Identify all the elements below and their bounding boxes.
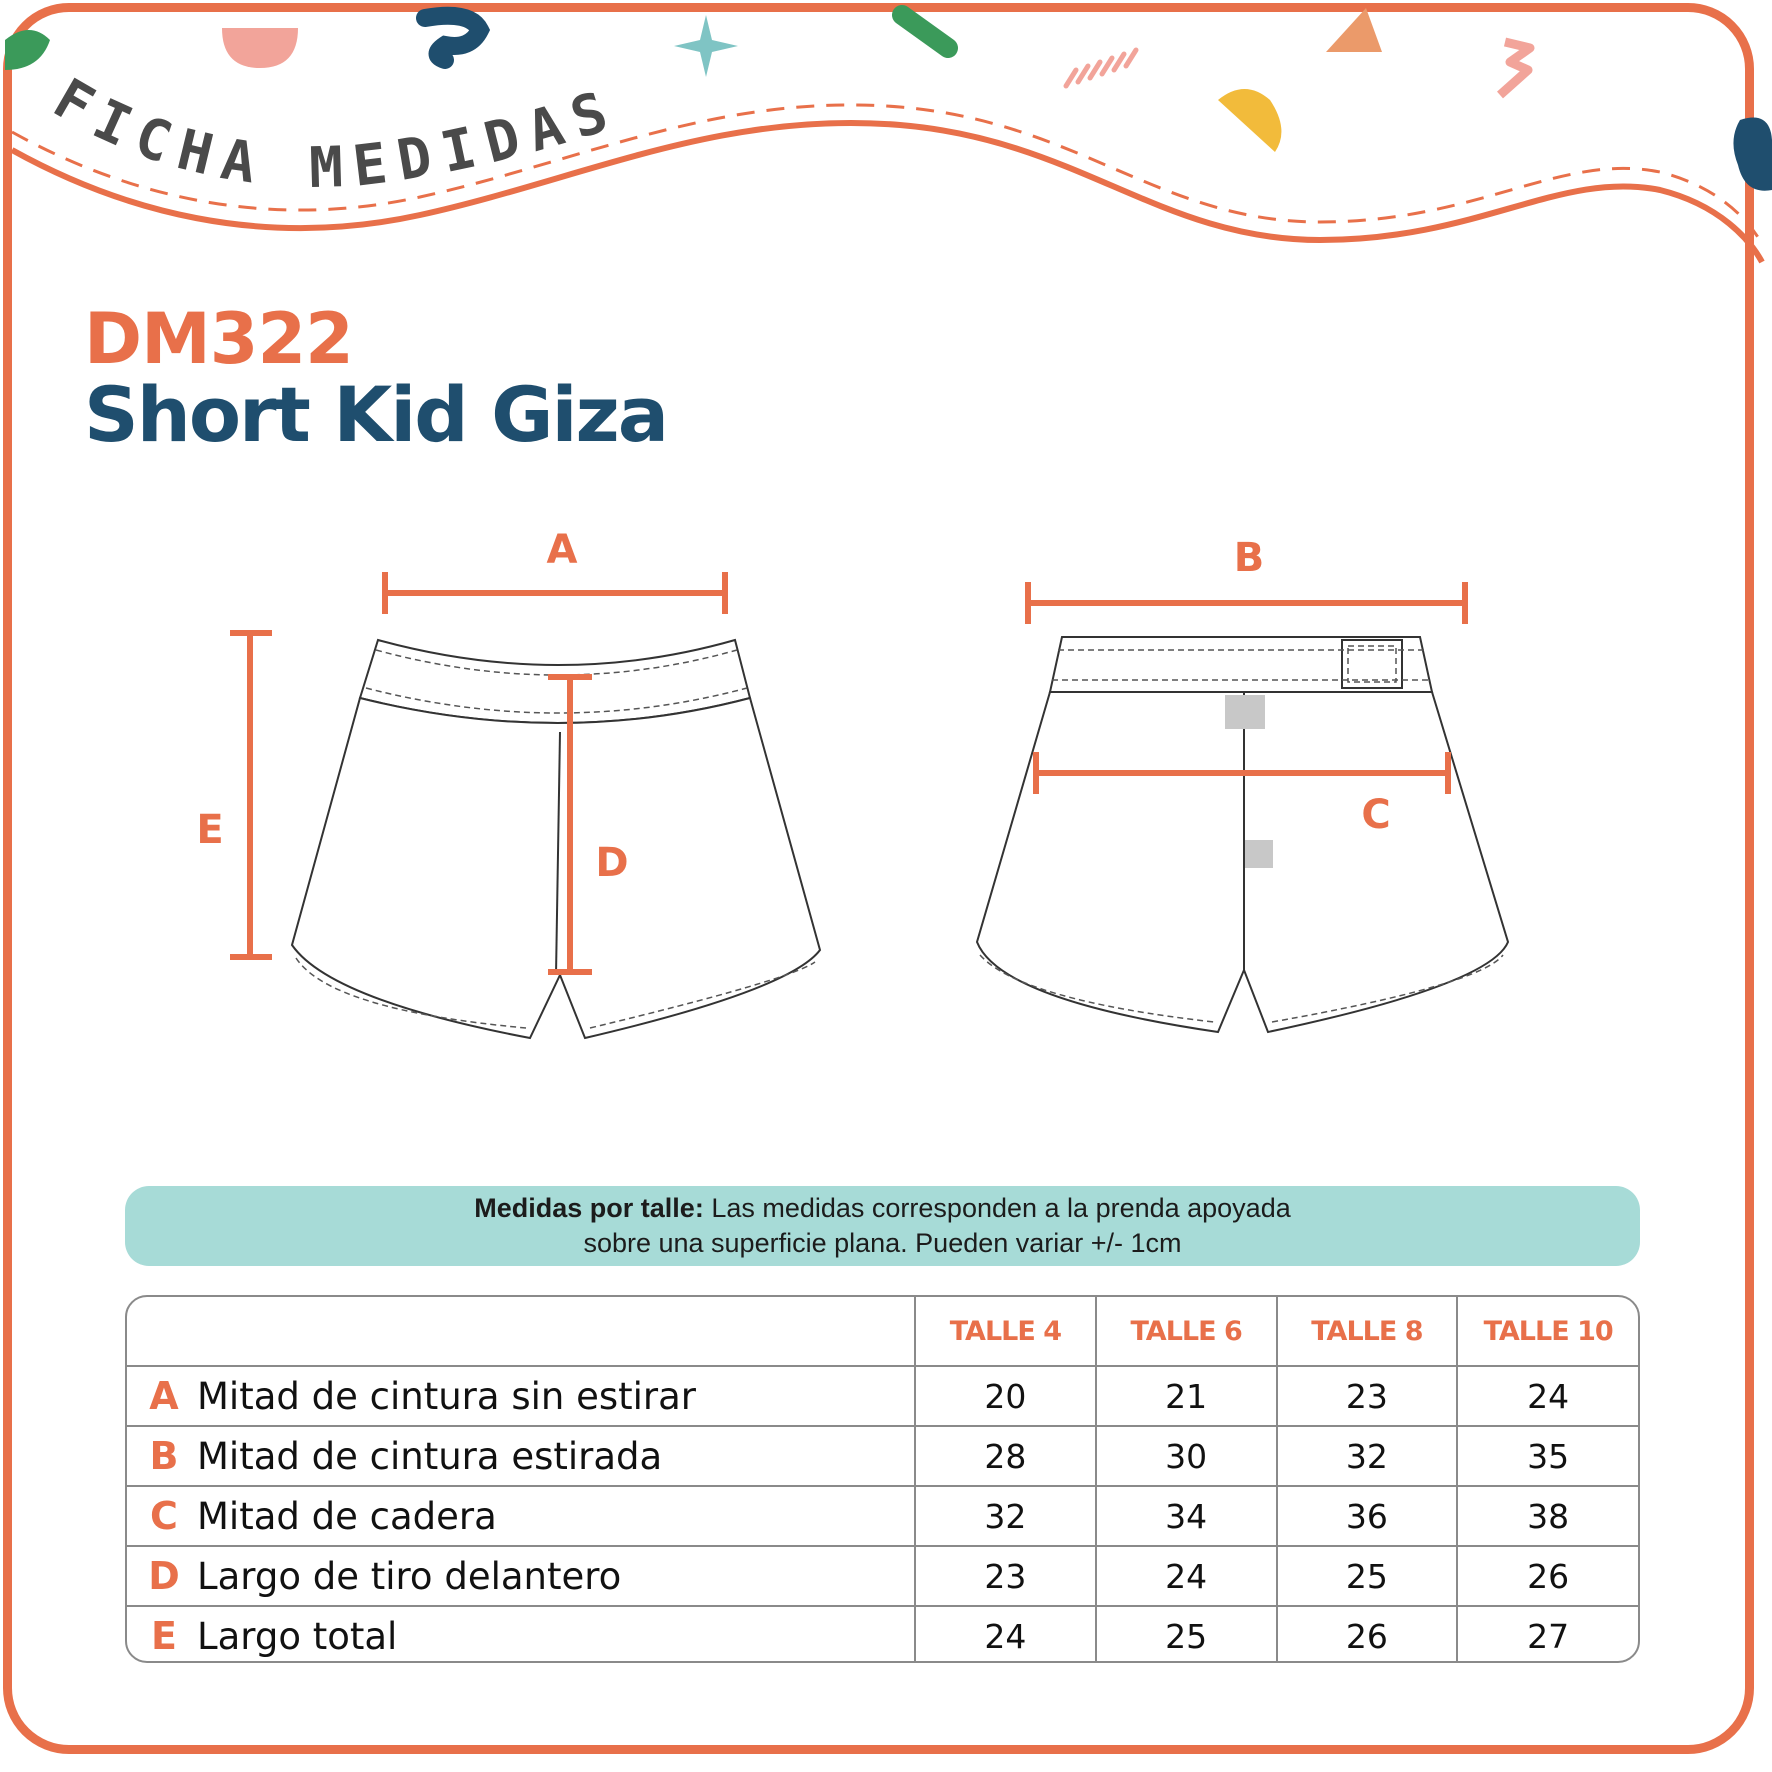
table-cell: 20 (915, 1366, 1096, 1426)
table-cell: 25 (1096, 1606, 1277, 1663)
row-letter: C (150, 1494, 178, 1538)
table-row (127, 1606, 1638, 1663)
row-label: Mitad de cadera (197, 1495, 497, 1538)
table-cell: 36 (1277, 1486, 1458, 1546)
product-code: DM322 (84, 298, 353, 380)
row-label: Mitad de cintura estirada (197, 1435, 663, 1478)
note-line-2: sobre una superficie plana. Pueden variar +/- 1cm (583, 1228, 1182, 1258)
row-label: Largo de tiro delantero (197, 1555, 622, 1598)
row-letter: A (149, 1374, 179, 1418)
table-row (127, 1546, 1638, 1606)
size-header: TALLE 4 (915, 1297, 1096, 1366)
row-label: Mitad de cintura sin estirar (197, 1375, 697, 1418)
back-label-small (1245, 840, 1273, 868)
header-title: FICHA MEDIDAS (42, 66, 627, 202)
measurement-note (125, 1186, 1640, 1266)
row-label: Largo total (197, 1615, 398, 1658)
table-row (127, 1426, 1638, 1486)
table-row (127, 1486, 1638, 1546)
table-cell: 24 (1457, 1366, 1638, 1426)
table-cell: 38 (1457, 1486, 1638, 1546)
row-letter: E (151, 1614, 177, 1658)
table-row (127, 1366, 1638, 1426)
table-cell: 30 (1096, 1426, 1277, 1486)
table-cell: 32 (1277, 1426, 1458, 1486)
row-letter: B (149, 1434, 179, 1478)
table-cell: 32 (915, 1486, 1096, 1546)
note-line-1 (474, 1191, 1290, 1226)
table-cell: 23 (1277, 1366, 1458, 1426)
row-letter: D (148, 1554, 180, 1598)
note-bold: Medidas por talle: (474, 1193, 704, 1223)
table-header-empty (127, 1297, 915, 1366)
table-cell: 28 (915, 1426, 1096, 1486)
label-e: E (196, 807, 224, 853)
table-cell: 35 (1457, 1426, 1638, 1486)
table-cell: 27 (1457, 1606, 1638, 1663)
table-cell: 26 (1277, 1606, 1458, 1663)
size-header: TALLE 10 (1457, 1297, 1638, 1366)
size-header: TALLE 8 (1277, 1297, 1458, 1366)
table-cell: 23 (915, 1546, 1096, 1606)
label-d: D (595, 840, 629, 886)
table-cell: 24 (915, 1606, 1096, 1663)
size-header: TALLE 6 (1096, 1297, 1277, 1366)
table-cell: 24 (1096, 1546, 1277, 1606)
table-cell: 25 (1277, 1546, 1458, 1606)
label-b: B (1233, 535, 1265, 581)
table-cell: 21 (1096, 1366, 1277, 1426)
shorts-front-drawing (292, 640, 820, 1038)
label-a: A (546, 527, 578, 573)
size-table (125, 1295, 1640, 1663)
note-text-1: Las medidas corresponden a la prenda apoyada (711, 1193, 1291, 1223)
product-name: Short Kid Giza (84, 370, 668, 459)
back-label-tag (1225, 695, 1265, 729)
table-cell: 34 (1096, 1486, 1277, 1546)
table-cell: 26 (1457, 1546, 1638, 1606)
table-header-row (127, 1297, 1638, 1366)
label-c: C (1361, 792, 1391, 838)
